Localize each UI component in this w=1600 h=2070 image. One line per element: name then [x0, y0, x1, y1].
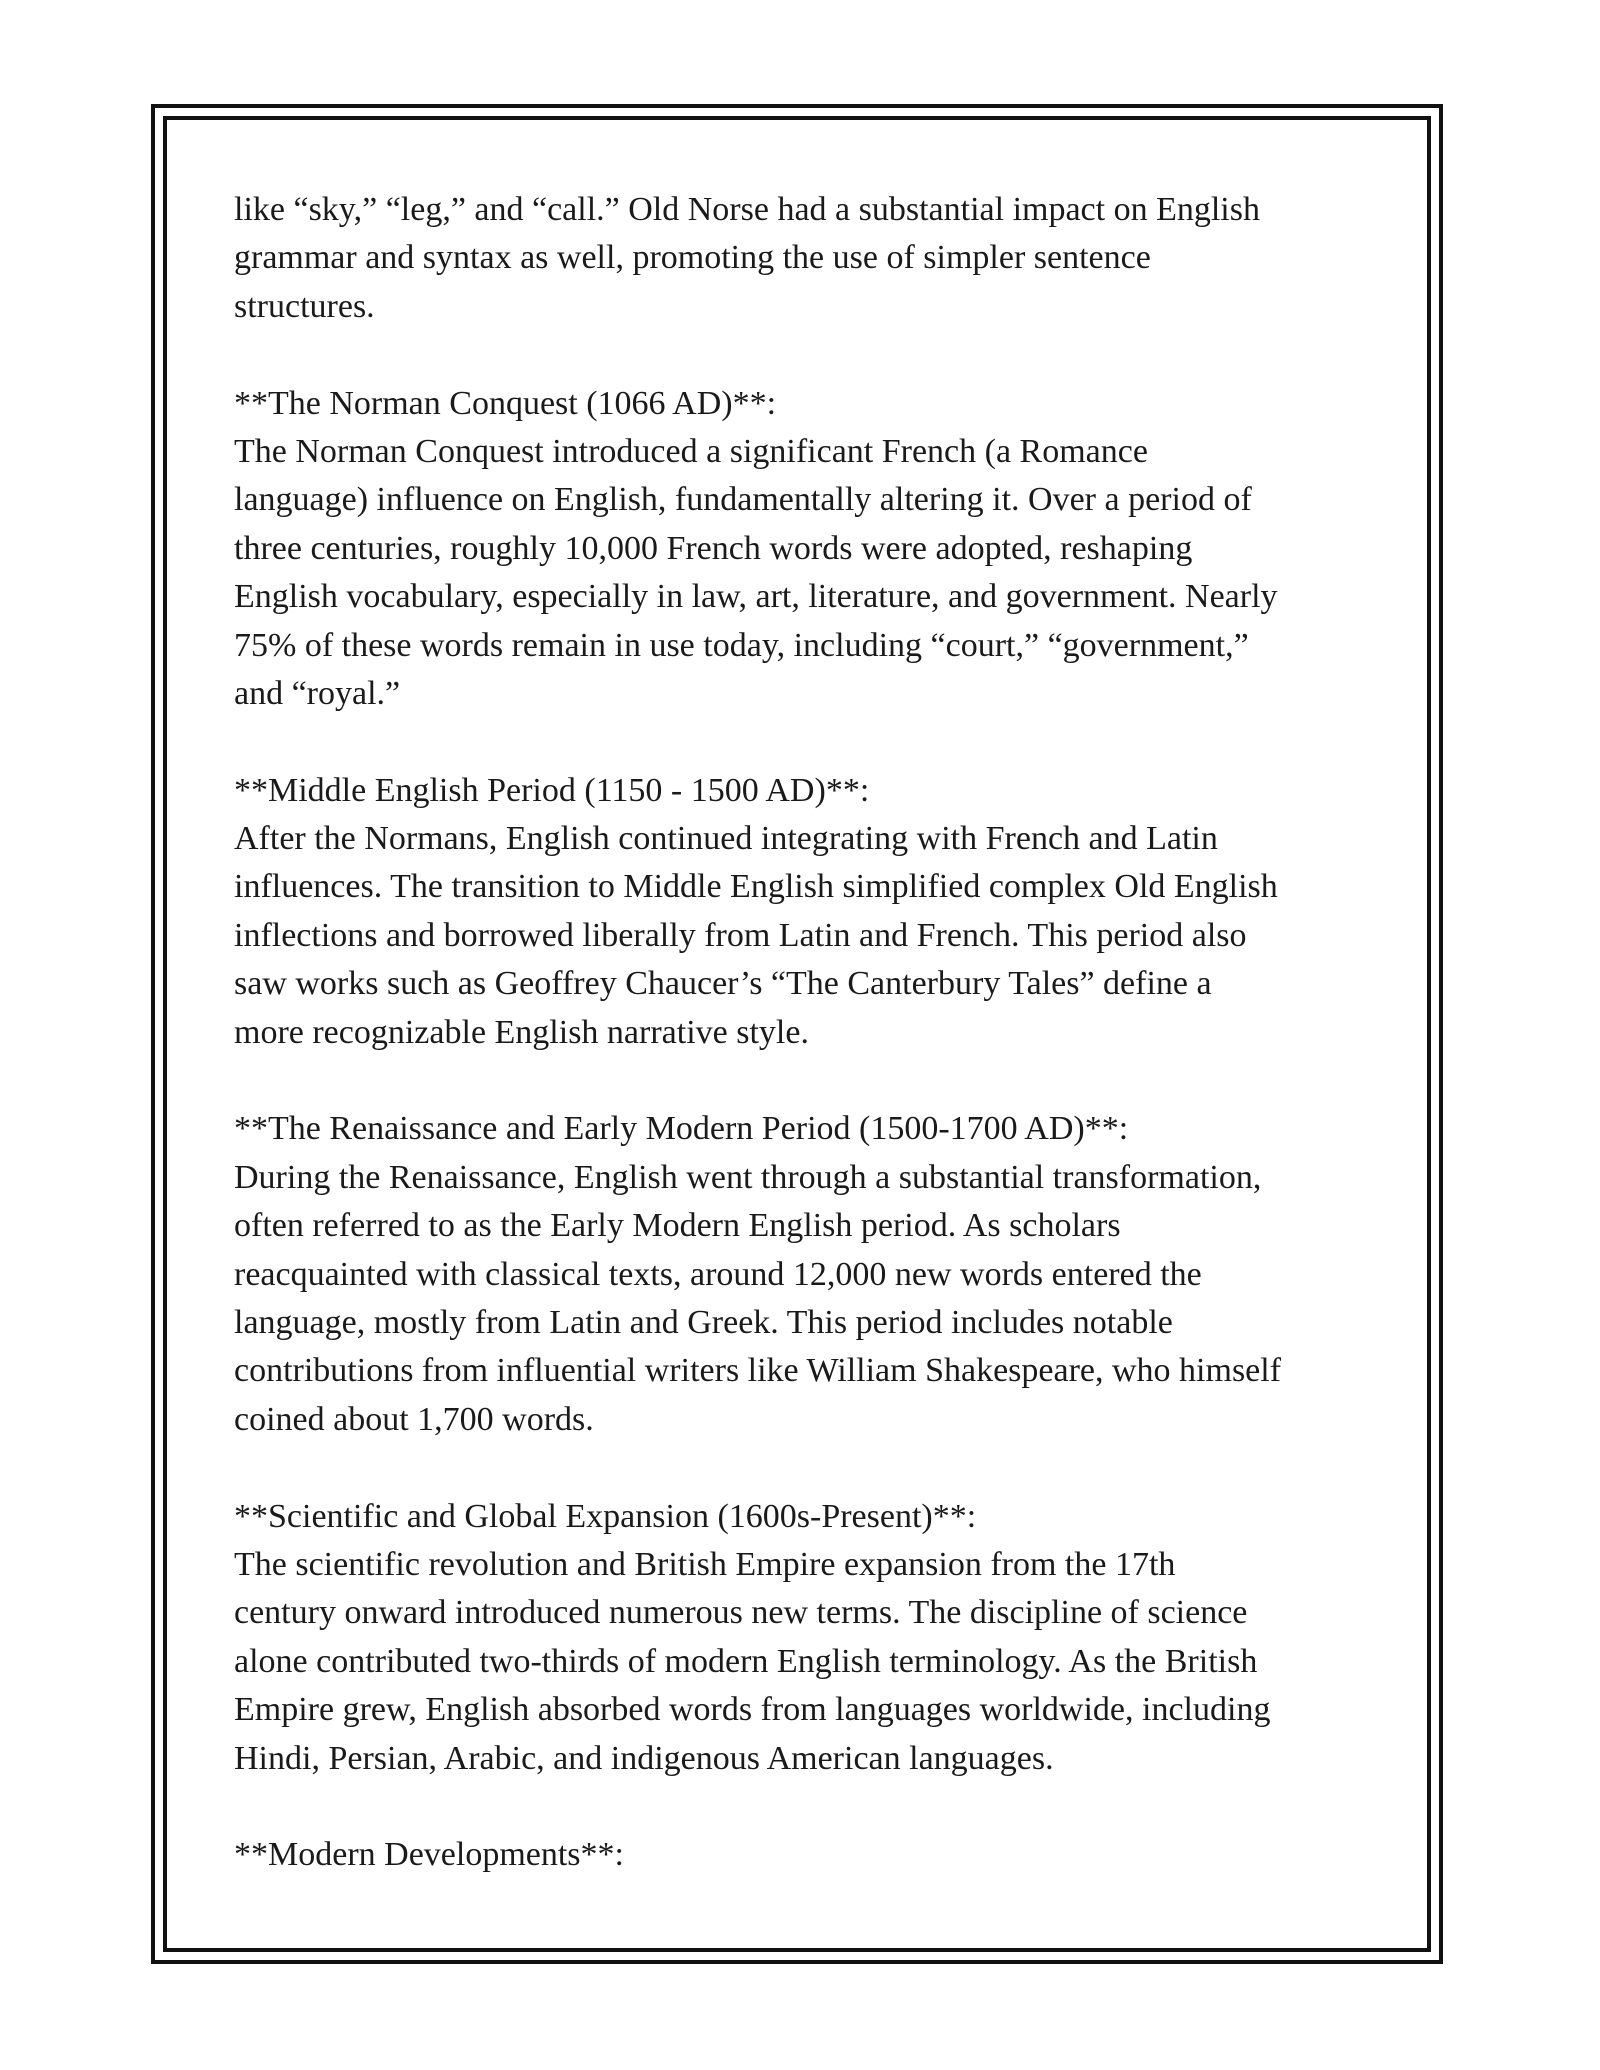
paragraph-line: contributions from influential writers like William Shakespeare, who himself — [234, 1352, 1282, 1390]
paragraph-line: alone contributed two-thirds of modern English terminology. As the British — [234, 1642, 1258, 1680]
paragraph-line: more recognizable English narrative style. — [234, 1013, 809, 1051]
paragraph-line: language) influence on English, fundamentally altering it. Over a period of — [234, 481, 1252, 519]
section-renaissance — [234, 1105, 1374, 1444]
paragraph-line: influences. The transition to Middle English simplified complex Old English — [234, 868, 1278, 906]
section-heading: **Scientific and Global Expansion (1600s-Present)**: — [234, 1497, 977, 1535]
paragraph-gap — [234, 1057, 1374, 1105]
paragraph-line: structures. — [234, 287, 375, 325]
paragraph-line: inflections and borrowed liberally from Latin and French. This period also — [234, 916, 1247, 954]
section-norman-conquest — [234, 380, 1374, 719]
paragraph-line: like “sky,” “leg,” and “call.” Old Norse had a substantial impact on English — [234, 191, 1260, 228]
paragraph-line: and “royal.” — [234, 674, 401, 712]
paragraph-gap — [234, 331, 1374, 379]
paragraph-line: After the Normans, English continued integrating with French and Latin — [234, 820, 1218, 858]
section-heading: **The Norman Conquest (1066 AD)**: — [234, 384, 777, 422]
section-heading: **Middle English Period (1150 - 1500 AD)**: — [234, 771, 870, 809]
paragraph-line: During the Renaissance, English went through a substantial transformation, — [234, 1158, 1262, 1196]
paragraph-gap — [234, 1444, 1374, 1492]
section-heading: **The Renaissance and Early Modern Period (1500-1700 AD)**: — [234, 1110, 1129, 1148]
paragraph-gap — [234, 1783, 1374, 1831]
intro-paragraph — [234, 186, 1374, 331]
paragraph-line: coined about 1,700 words. — [234, 1400, 594, 1438]
paragraph-gap — [234, 718, 1374, 766]
paragraph-line: grammar and syntax as well, promoting the use of simpler sentence — [234, 239, 1151, 277]
section-scientific-expansion — [234, 1493, 1374, 1783]
paragraph-line: century onward introduced numerous new terms. The discipline of science — [234, 1594, 1248, 1632]
paragraph-line: 75% of these words remain in use today, including “court,” “government,” — [234, 626, 1249, 664]
document-body — [234, 186, 1374, 1880]
paragraph-line: English vocabulary, especially in law, art, literature, and government. Nearly — [234, 578, 1278, 616]
paragraph-line: often referred to as the Early Modern English period. As scholars — [234, 1207, 1121, 1245]
paragraph-line: Hindi, Persian, Arabic, and indigenous American languages. — [234, 1739, 1054, 1777]
paragraph-line: reacquainted with classical texts, around 12,000 new words entered the — [234, 1255, 1202, 1293]
paragraph-line: Empire grew, English absorbed words from languages worldwide, including — [234, 1691, 1271, 1729]
section-heading: **Modern Developments**: — [234, 1836, 624, 1874]
section-modern-developments — [234, 1831, 1374, 1879]
paragraph-line: saw works such as Geoffrey Chaucer’s “The Canterbury Tales” define a — [234, 965, 1212, 1003]
paragraph-line: The Norman Conquest introduced a significant French (a Romance — [234, 432, 1148, 470]
paragraph-line: language, mostly from Latin and Greek. This period includes notable — [234, 1303, 1173, 1341]
section-middle-english — [234, 767, 1374, 1057]
paragraph-line: The scientific revolution and British Empire expansion from the 17th — [234, 1545, 1176, 1583]
paragraph-line: three centuries, roughly 10,000 French words were adopted, reshaping — [234, 529, 1193, 567]
